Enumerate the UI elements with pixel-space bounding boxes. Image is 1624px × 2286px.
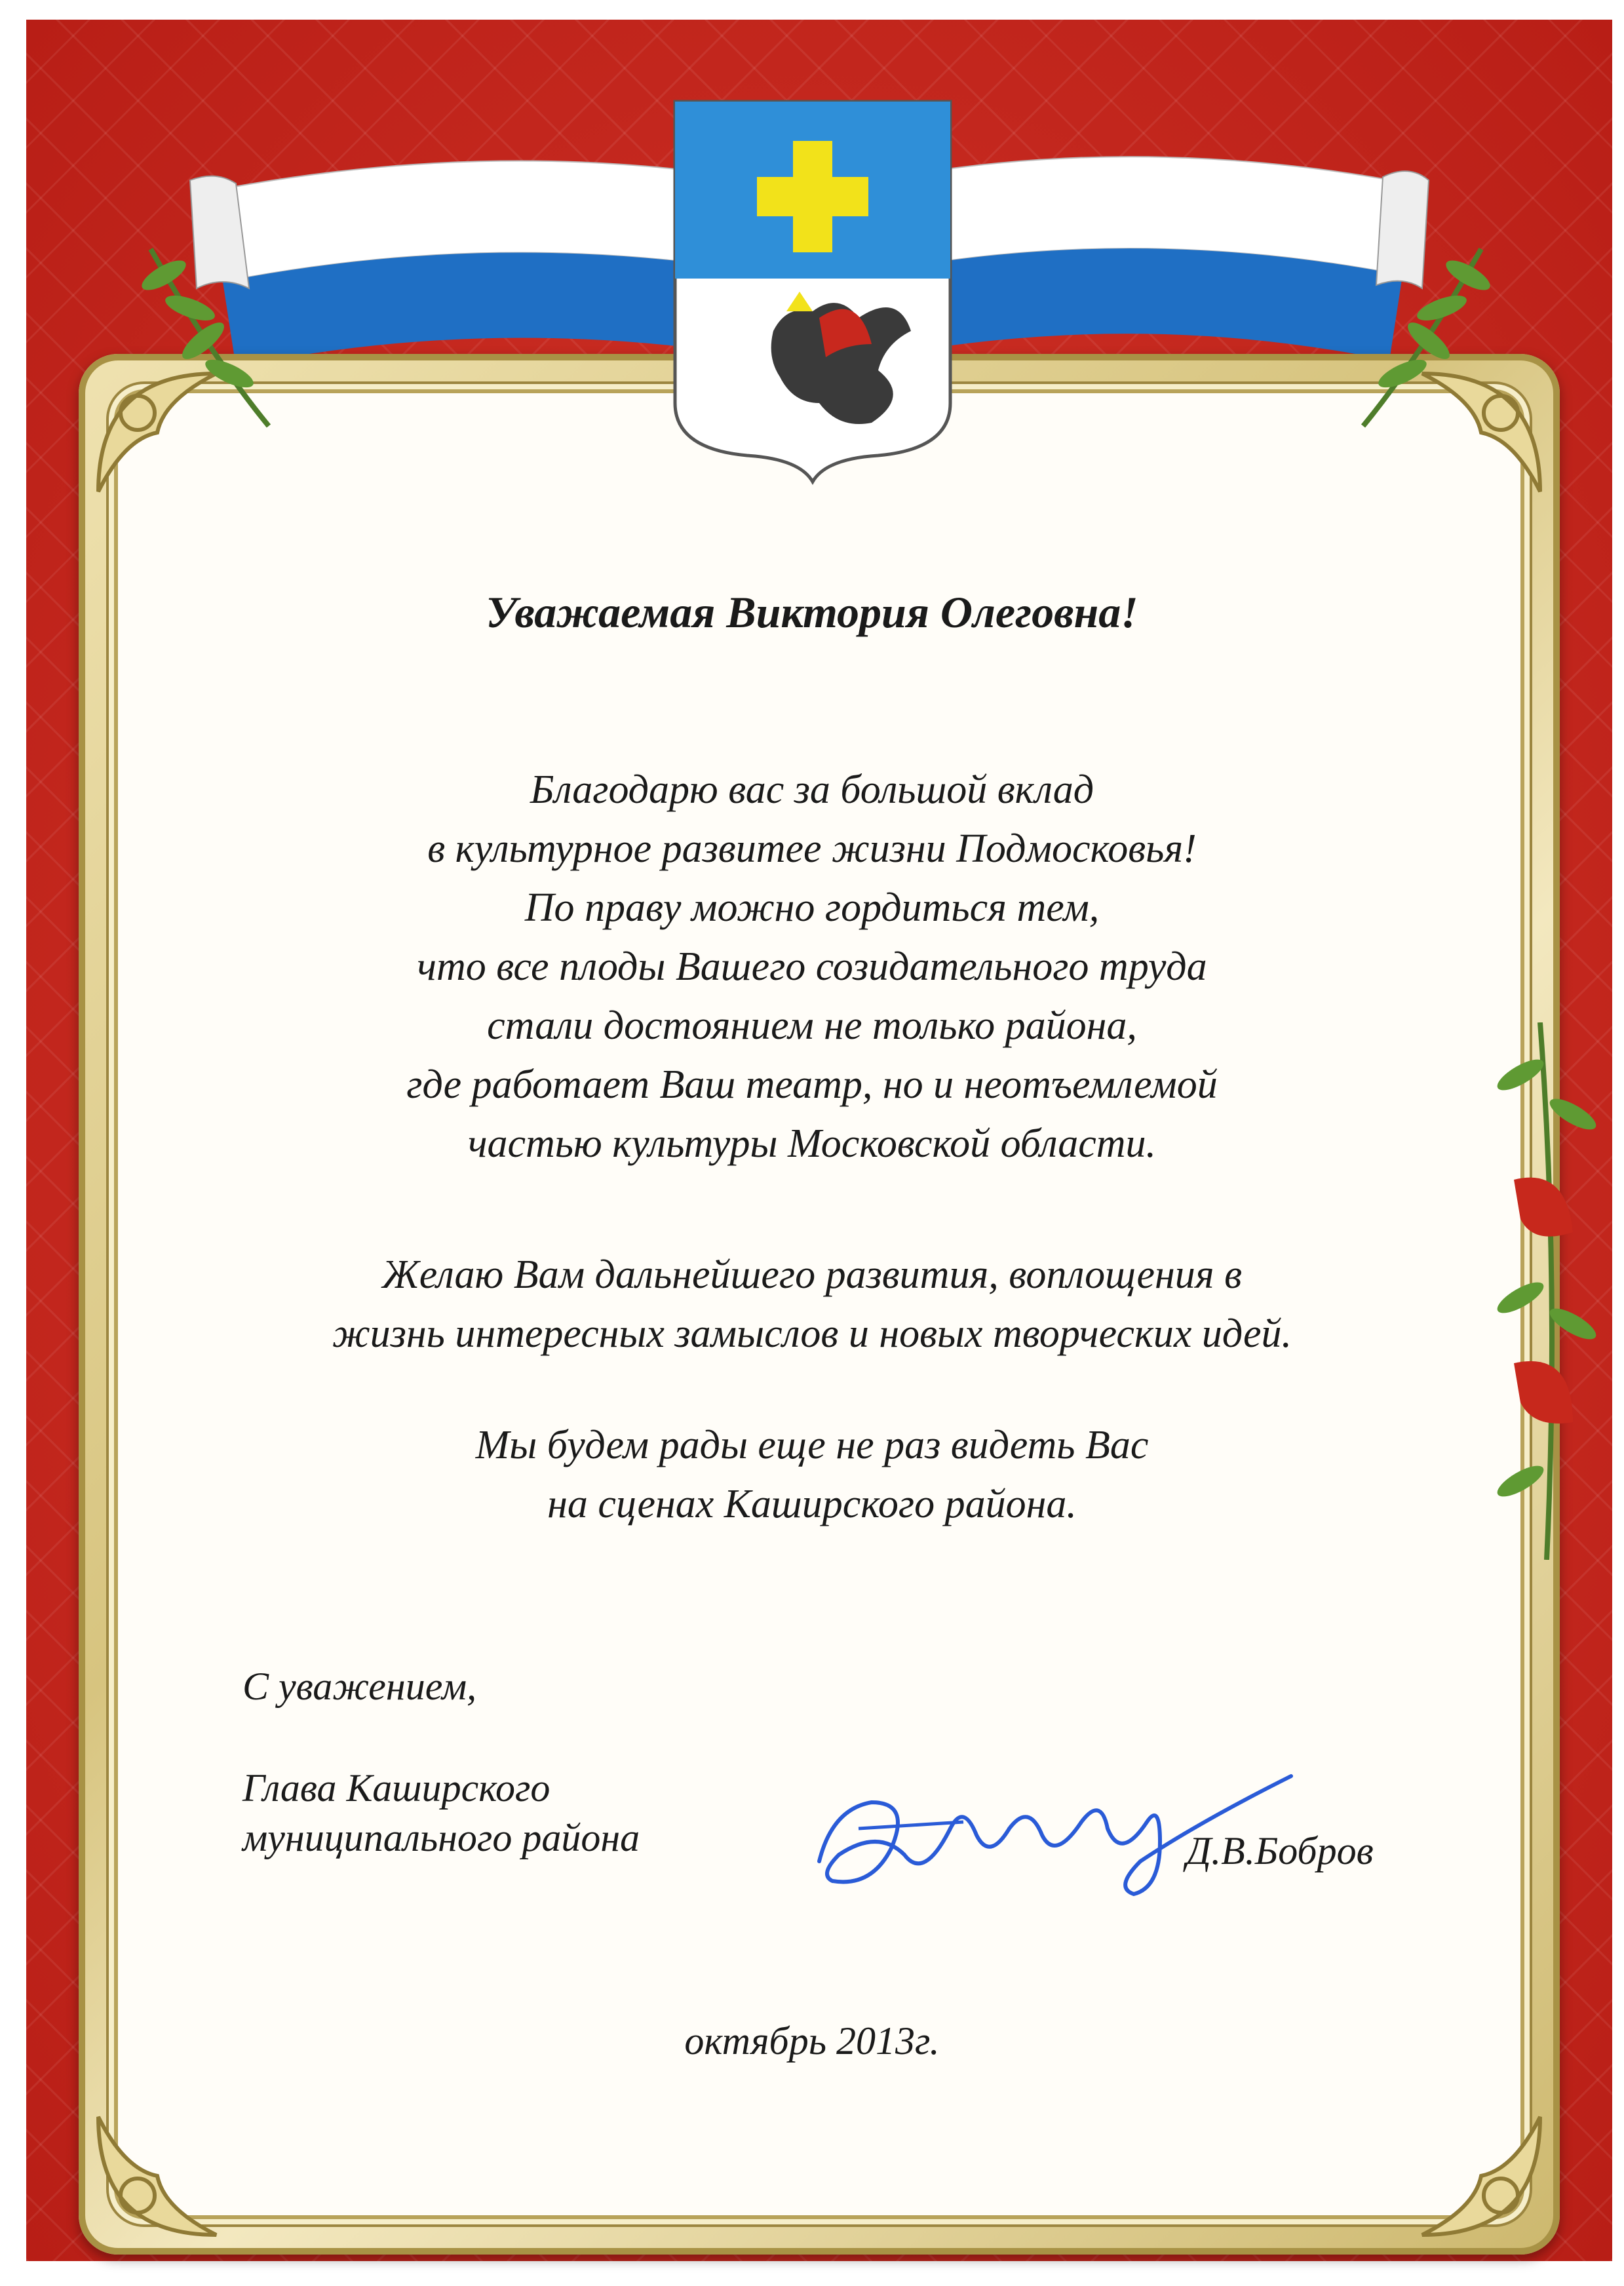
text-line: муниципального района xyxy=(242,1816,640,1859)
text-line: Глава Каширского xyxy=(242,1766,551,1810)
text-line: что все плоды Вашего созидательного труда xyxy=(417,944,1207,989)
letter-paragraph-3 xyxy=(0,1416,1624,1534)
laurel-branch-icon xyxy=(111,236,282,433)
handwritten-signature-icon xyxy=(793,1730,1304,1914)
text-line: Желаю Вам дальнейшего развития, воплощения в xyxy=(381,1252,1243,1297)
text-line: стали достоянием не только района, xyxy=(487,1003,1137,1048)
letter-paragraph-1 xyxy=(0,760,1624,1173)
text-line: Благодарю вас за большой вклад xyxy=(530,767,1094,812)
closing-line: С уважением, xyxy=(242,1665,477,1708)
frame-corner-ornament-icon xyxy=(85,2104,229,2248)
text-line: частью культуры Московской области. xyxy=(467,1121,1157,1166)
signer-position xyxy=(242,1763,640,1863)
text-line: Мы будем рады еще не раз видеть Вас xyxy=(475,1423,1149,1467)
letter-paragraph-2 xyxy=(0,1245,1624,1363)
text-line: жизнь интересных замыслов и новых творческих идей. xyxy=(332,1311,1292,1356)
letter-date: октябрь 2013г. xyxy=(684,2019,940,2063)
greeting-heading: Уважаемая Виктория Олеговна! xyxy=(486,587,1138,637)
text-line: По праву можно гордиться тем, xyxy=(524,885,1100,930)
signer-name: Д.В.Бобров xyxy=(1186,1829,1374,1872)
frame-corner-ornament-icon xyxy=(1409,2104,1553,2248)
kashira-coat-of-arms-icon xyxy=(662,95,963,488)
text-line: в культурное развитее жизни Подмосковья! xyxy=(427,826,1197,871)
laurel-branch-icon xyxy=(1350,236,1520,433)
text-line: на сценах Каширского района. xyxy=(547,1482,1077,1526)
text-line: где работает Ваш театр, но и неотъемлемой xyxy=(406,1062,1218,1107)
